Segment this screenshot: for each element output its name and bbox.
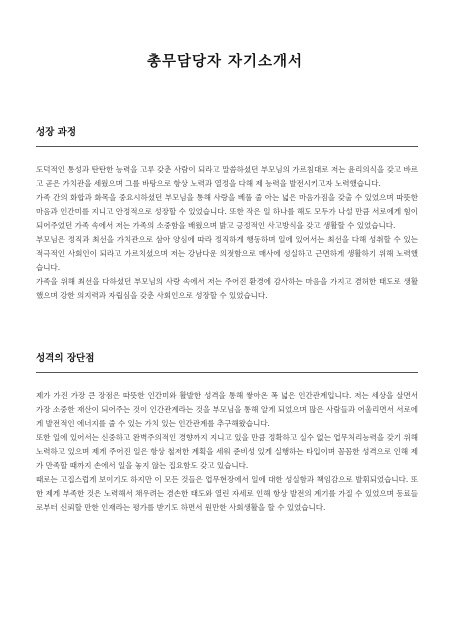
paragraph: 또한 일에 있어서는 신중하고 완벽주의적인 경향까지 지니고 있을 만큼 정확하고 실수 없는 업무처리능력을 갖기 위해 노력하고 있으며 제게 주어진 일은 항상 철저한 계획을 세워 준비성 있게 실행하는 타입이며 꼼꼼한 성격으로 인해 제가 만족할 때까지 손에서 일을 놓지 않는 집요함도 갖고 있습니다.	[36, 433, 418, 470]
paragraph: 가족을 위해 최선을 다하셨던 부모님의 사랑 속에서 저는 주어진 환경에 감사하는 마음을 가지고 겸허한 태도로 생활했으며 강한 의지력과 자립심을 갖춘 사회인으로 성장할 수 있었습니다.	[36, 277, 418, 300]
section-divider	[36, 372, 418, 373]
section-divider	[36, 146, 418, 147]
section-heading: 성장 과정	[36, 127, 77, 138]
paragraph: 때로는 고집스럽게 보이기도 하지만 이 모든 것들은 업무현장에서 일에 대한 성실함과 책임감으로 발휘되었습니다. 또한 제게 부족한 것은 노력해서 채우려는 겸손한 태도와 열린 자세로 인해 항상 발전의 계기를 가질 수 있었으며 동료들로부터 신뢰할 만한 인재라는 평가를 받기도 하면서 원만한 사회생활을 할 수 있었습니다.	[36, 475, 418, 512]
section-body	[36, 163, 418, 303]
section-growth	[36, 124, 418, 303]
paragraph: 가족 간의 화합과 화목을 중요시하셨던 부모님을 통해 사랑을 베풀 줄 아는 넓은 마음가짐을 갖출 수 있었으며 따뜻한 마음과 인간미를 지니고 안정적으로 성장할 수 있었습니다. 또한 작은 일 하나를 해도 모두가 나설 만큼 서로에게 힘이 되어주었던 가족 속에서 저는 가족의 소중함을 배웠으며 밝고 긍정적인 사고방식을 갖고 생활할 수 있었습니다.	[36, 193, 418, 230]
paragraph: 부모님은 정직과 최선을 가치관으로 삼아 양심에 따라 정직하게 행동하며 일에 있어서는 최선을 다해 성취할 수 있는 적극적인 사회인이 되라고 가르치셨으며 저는 강남다운 의젓함으로 매사에 성실하고 근면하게 생활하기 위해 노력했습니다.	[36, 235, 418, 272]
section-heading: 성격의 장단점	[36, 353, 95, 364]
paragraph: 제가 가진 가장 큰 장점은 따뜻한 인간미와 활발한 성격을 통해 쌓아온 폭 넓은 인간관계입니다. 저는 세상을 살면서 가장 소중한 재산이 되어주는 것이 인간관계라는 것을 부모님을 통해 알게 되었으며 많은 사람들과 어울리면서 서로에게 발전적인 에너지를 줄 수 있는 가치 있는 인간관계를 추구해왔습니다.	[36, 391, 418, 428]
section-body	[36, 389, 418, 515]
document-title: 총무담당자 자기소개서	[146, 53, 304, 70]
section-personality	[36, 350, 418, 515]
paragraph: 도덕적인 통성과 탄탄한 능력을 고루 갖춘 사람이 되라고 말씀하셨던 부모님의 가르침대로 저는 윤리의식을 갖고 바르고 곧은 가치관을 세웠으며 그를 바탕으로 항상 노력과 열정을 다해 제 능력을 발전시키고자 노력했습니다.	[36, 165, 418, 188]
